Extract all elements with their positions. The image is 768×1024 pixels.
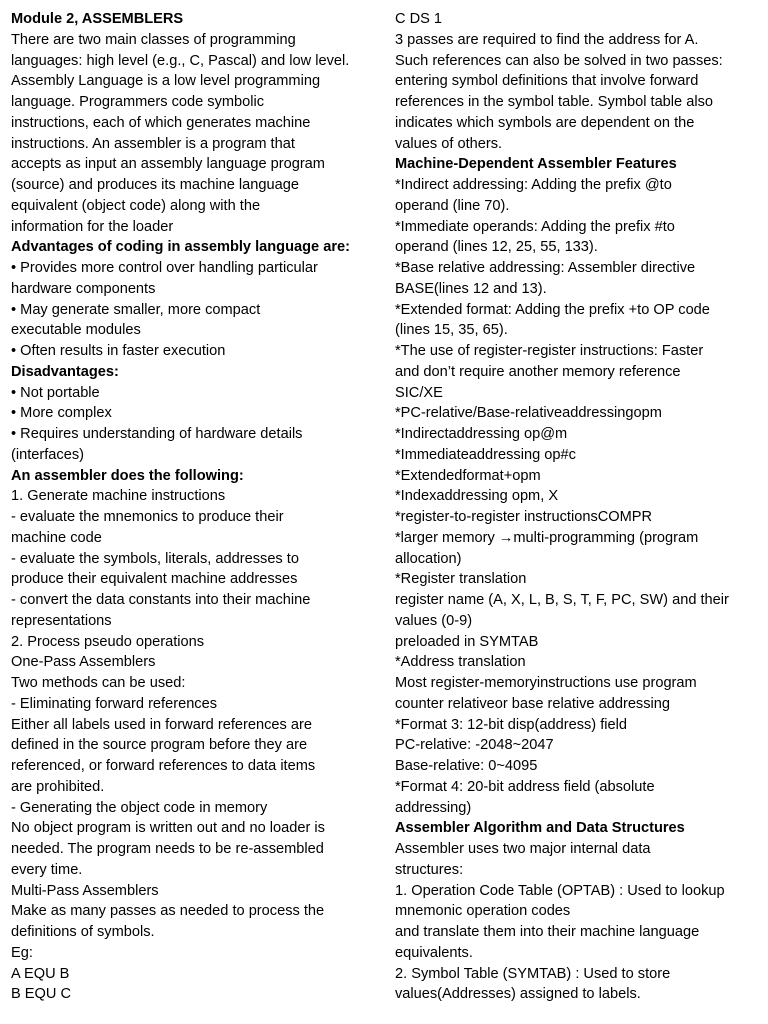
text-line: 2. Process pseudo operations <box>11 633 205 650</box>
text-line: register name (A, X, L, B, S, T, F, PC, SW) and their <box>395 592 729 608</box>
text-line: • Requires understanding of hardware details <box>11 426 303 442</box>
text-line: (interfaces) <box>11 446 84 463</box>
section-heading: Advantages of coding in assembly language are: <box>11 239 350 256</box>
text-line: *Extended format: Adding the prefix +to OP code <box>395 301 710 318</box>
text-line: 1. Operation Code Table (OPTAB) : Used to lookup <box>395 882 725 899</box>
text-line: operand (line 70). <box>395 197 510 214</box>
text-line: Most register-memoryinstructions use program <box>395 675 697 691</box>
text-line: Multi-Pass Assemblers <box>11 882 159 899</box>
text-line: Assembler uses two major internal data <box>395 841 651 857</box>
text-line: counter relativeor base relative addressing <box>395 695 671 712</box>
text-line: • May generate smaller, more compact <box>11 301 261 318</box>
text-line: *register-to-register instructionsCOMPR <box>395 509 653 525</box>
text-line: accepts as input an assembly language program <box>11 156 325 173</box>
text-line: 3 passes are required to find the address for A. <box>395 31 699 48</box>
text-line: preloaded in SYMTAB <box>395 633 539 650</box>
text-line: *Format 4: 20-bit address field (absolute <box>395 778 655 795</box>
text-line: Base-relative: 0~4095 <box>395 758 538 774</box>
text-line: instructions, each of which generates machine <box>11 114 311 131</box>
text-line: - convert the data constants into their machine <box>11 592 311 608</box>
text-line: instructions. An assembler is a program that <box>11 135 295 152</box>
section-heading: Module 2, ASSEMBLERS <box>11 11 184 27</box>
text-line: equivalent (object code) along with the <box>11 197 261 214</box>
section-heading: Disadvantages: <box>11 363 119 380</box>
text-line: One-Pass Assemblers <box>11 654 156 671</box>
text-line: - Eliminating forward references <box>11 695 218 712</box>
text-line: and don’t require another memory reference <box>395 363 681 380</box>
text-line: • Provides more control over handling particular <box>11 260 318 276</box>
text-line: PC-relative: -2048~2047 <box>395 737 554 754</box>
text-line: *Register translation <box>395 571 527 588</box>
text-line: definitions of symbols. <box>11 924 155 940</box>
text-line: produce their equivalent machine addresses <box>11 571 298 588</box>
text-line: referenced, or forward references to data items <box>11 758 316 774</box>
text-line: *Extendedformat+opm <box>395 467 541 484</box>
text-line: B EQU C <box>11 986 72 1003</box>
section-heading: Machine-Dependent Assembler Features <box>395 156 677 173</box>
text-line: language. Programmers code symbolic <box>11 94 265 110</box>
text-line: • More complex <box>11 405 112 422</box>
text-line: entering symbol definitions that involve forward <box>395 73 699 90</box>
text-line: values(Addresses) assigned to labels. <box>395 986 641 1003</box>
text-line: executable modules <box>11 322 141 339</box>
left-column <box>11 9 379 1005</box>
text-line: Eg: <box>11 944 33 961</box>
text-line: No object program is written out and no loader is <box>11 820 325 837</box>
text-line: *Indirectaddressing op@m <box>395 426 568 442</box>
text-line: values (0-9) <box>395 612 473 629</box>
text-line: indicates which symbols are dependent on the <box>395 114 695 131</box>
text-line: Make as many passes as needed to process the <box>11 903 325 920</box>
text-line: 2. Symbol Table (SYMTAB) : Used to store <box>395 965 671 982</box>
text-line: needed. The program needs to be re-assembled <box>11 841 324 857</box>
section-heading: An assembler does the following: <box>11 467 244 484</box>
text-line: hardware components <box>11 280 156 297</box>
text-line: *The use of register-register instructions: Faster <box>395 343 704 359</box>
text-line: languages: high level (e.g., C, Pascal) and low level. <box>11 52 350 69</box>
text-line: Two methods can be used: <box>11 675 186 691</box>
text-line: addressing) <box>395 799 472 816</box>
text-line: A EQU B <box>11 965 70 982</box>
text-line: C DS 1 <box>395 11 443 27</box>
text-line: *Address translation <box>395 654 526 671</box>
text-line: 1. Generate machine instructions <box>11 488 226 505</box>
text-line: representations <box>11 612 112 629</box>
text-line: *Indirect addressing: Adding the prefix @to <box>395 177 672 193</box>
text-line: SIC/XE <box>395 384 443 401</box>
right-column <box>395 9 759 1005</box>
text-line: • Often results in faster execution <box>11 343 226 359</box>
text-line: and translate them into their machine language <box>395 924 700 940</box>
section-heading: Assembler Algorithm and Data Structures <box>395 820 685 837</box>
text-line: *Base relative addressing: Assembler directive <box>395 260 696 276</box>
text-line: mnemonic operation codes <box>395 903 571 920</box>
text-line: *larger memory →multi-programming (program <box>395 529 699 546</box>
text-line: (lines 15, 35, 65). <box>395 322 508 339</box>
text-line: There are two main classes of programming <box>11 31 296 48</box>
text-line: Either all labels used in forward references are <box>11 716 312 733</box>
text-line: references in the symbol table. Symbol table also <box>395 94 713 110</box>
text-line: Assembly Language is a low level programming <box>11 73 321 90</box>
text-line: *Format 3: 12-bit disp(address) field <box>395 716 627 733</box>
text-line: structures: <box>395 861 464 878</box>
text-line: allocation) <box>395 550 462 567</box>
text-line: BASE(lines 12 and 13). <box>395 280 547 297</box>
text-line: every time. <box>11 861 83 878</box>
text-line: operand (lines 12, 25, 55, 133). <box>395 239 598 256</box>
text-line: values of others. <box>395 135 503 152</box>
text-line: - evaluate the symbols, literals, addresses to <box>11 550 299 567</box>
text-line: • Not portable <box>11 384 100 401</box>
text-line: *Immediate operands: Adding the prefix #to <box>395 218 675 235</box>
text-line: *PC-relative/Base-relativeaddressingopm <box>395 405 662 422</box>
text-line: machine code <box>11 529 102 546</box>
text-line: - evaluate the mnemonics to produce their <box>11 509 284 525</box>
text-line: defined in the source program before they are <box>11 737 308 754</box>
text-line: *Indexaddressing opm, X <box>395 488 559 505</box>
text-line: equivalents. <box>395 944 473 961</box>
text-line: (source) and produces its machine language <box>11 177 299 193</box>
text-line: information for the loader <box>11 218 174 235</box>
text-line: are prohibited. <box>11 778 105 795</box>
text-line: - Generating the object code in memory <box>11 799 268 816</box>
text-line: *Immediateaddressing op#c <box>395 446 576 463</box>
text-line: Such references can also be solved in two passes: <box>395 52 723 69</box>
